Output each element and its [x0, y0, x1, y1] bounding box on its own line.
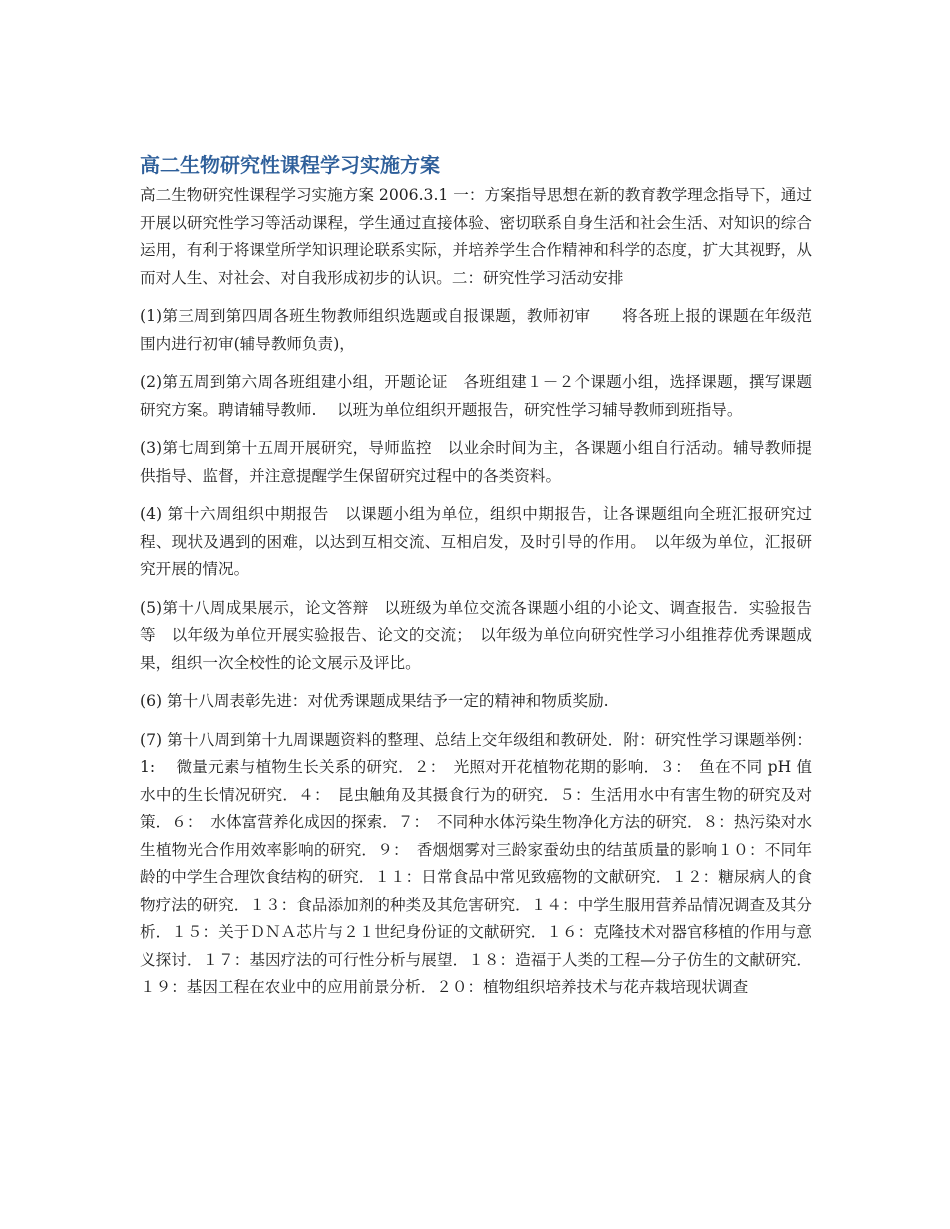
- paragraph-step-3: (3)第七周到第十五周开展研究，导师监控 以业余时间为主，各课题小组自行活动。辅导教师提供指导、监督，并注意提醒学生保留研究过程中的各类资料。: [140, 439, 812, 485]
- paragraph-step-1: (1)第三周到第四周各班生物教师组织选题或自报课题，教师初审 将各班上报的课题在年级范围内进行初审(辅导教师负责)，: [140, 307, 812, 353]
- paragraph-step-4: (4) 第十六周组织中期报告 以课题小组为单位，组织中期报告，让各课题组向全班汇报研究过程、现状及遇到的困难，以达到互相交流、互相启发，及时引导的作用。 以年级为单位，汇报研究开展的情况。: [140, 505, 812, 578]
- document-page: [140, 150, 812, 1013]
- document-title: 高二生物研究性课程学习实施方案: [140, 153, 440, 177]
- paragraph-step-7: (7) 第十八周到第十九周课题资料的整理、总结上交年级组和教研处．附：研究性学习课题举例：1: 微量元素与植物生长关系的研究．２： 光照对开花植物花期的影响．３： 鱼在不同 pH 值水中的生长情况研究．４： 昆虫触角及其摄食行为的研究．５：生活用水中有害生物的研究及对策．６： 水体富营养化成因的探索．７： 不同种水体污染生物净化方法的研究．８：热污染对水生植物光合作用效率影响的研究．９： 香烟烟雾对三龄家蚕幼虫的结茧质量的影响１０：不同年龄的中学生合理饮食结构的研究．１１：日常食品中常见致癌物的文献研究．１２：糖尿病人的食物疗法的研究．１３：食品添加剂的种类及其危害研究．１４：中学生服用营养品情况调查及其分析．１５：关于ＤＮＡ芯片与２１世纪身份证的文献研究．１６：克隆技术对器官移植的作用与意义探讨．１７：基因疗法的可行性分析与展望．１８：造福于人类的工程—分子仿生的文献研究．１９：基因工程在农业中的应用前景分析．２０：植物组织培养技术与花卉栽培现状调查: [140, 730, 812, 996]
- paragraph-intro: 高二生物研究性课程学习实施方案 2006.3.1 一：方案指导思想在新的教育教学理念指导下，通过开展以研究性学习等活动课程，学生通过直接体验、密切联系自身生活和社会生活、对知识的综合运用，有利于将课堂所学知识理论联系实际，并培养学生合作精神和科学的态度，扩大其视野，从而对人生、对社会、对自我形成初步的认识。二：研究性学习活动安排: [140, 186, 812, 287]
- paragraph-step-6: (6) 第十八周表彰先进：对优秀课题成果结予一定的精神和物质奖励.: [140, 692, 609, 710]
- paragraph-step-2: (2)第五周到第六周各班组建小组，开题论证 各班组建１－２个课题小组，选择课题，撰写课题研究方案。聘请辅导教师. 以班为单位组织开题报告，研究性学习辅导教师到班指导。: [140, 373, 812, 419]
- paragraph-step-5: (5)第十八周成果展示，论文答辩 以班级为单位交流各课题小组的小论文、调查报告．实验报告等 以年级为单位开展实验报告、论文的交流； 以年级为单位向研究性学习小组推荐优秀课题成果，组织一次全校性的论文展示及评比。: [140, 598, 812, 672]
